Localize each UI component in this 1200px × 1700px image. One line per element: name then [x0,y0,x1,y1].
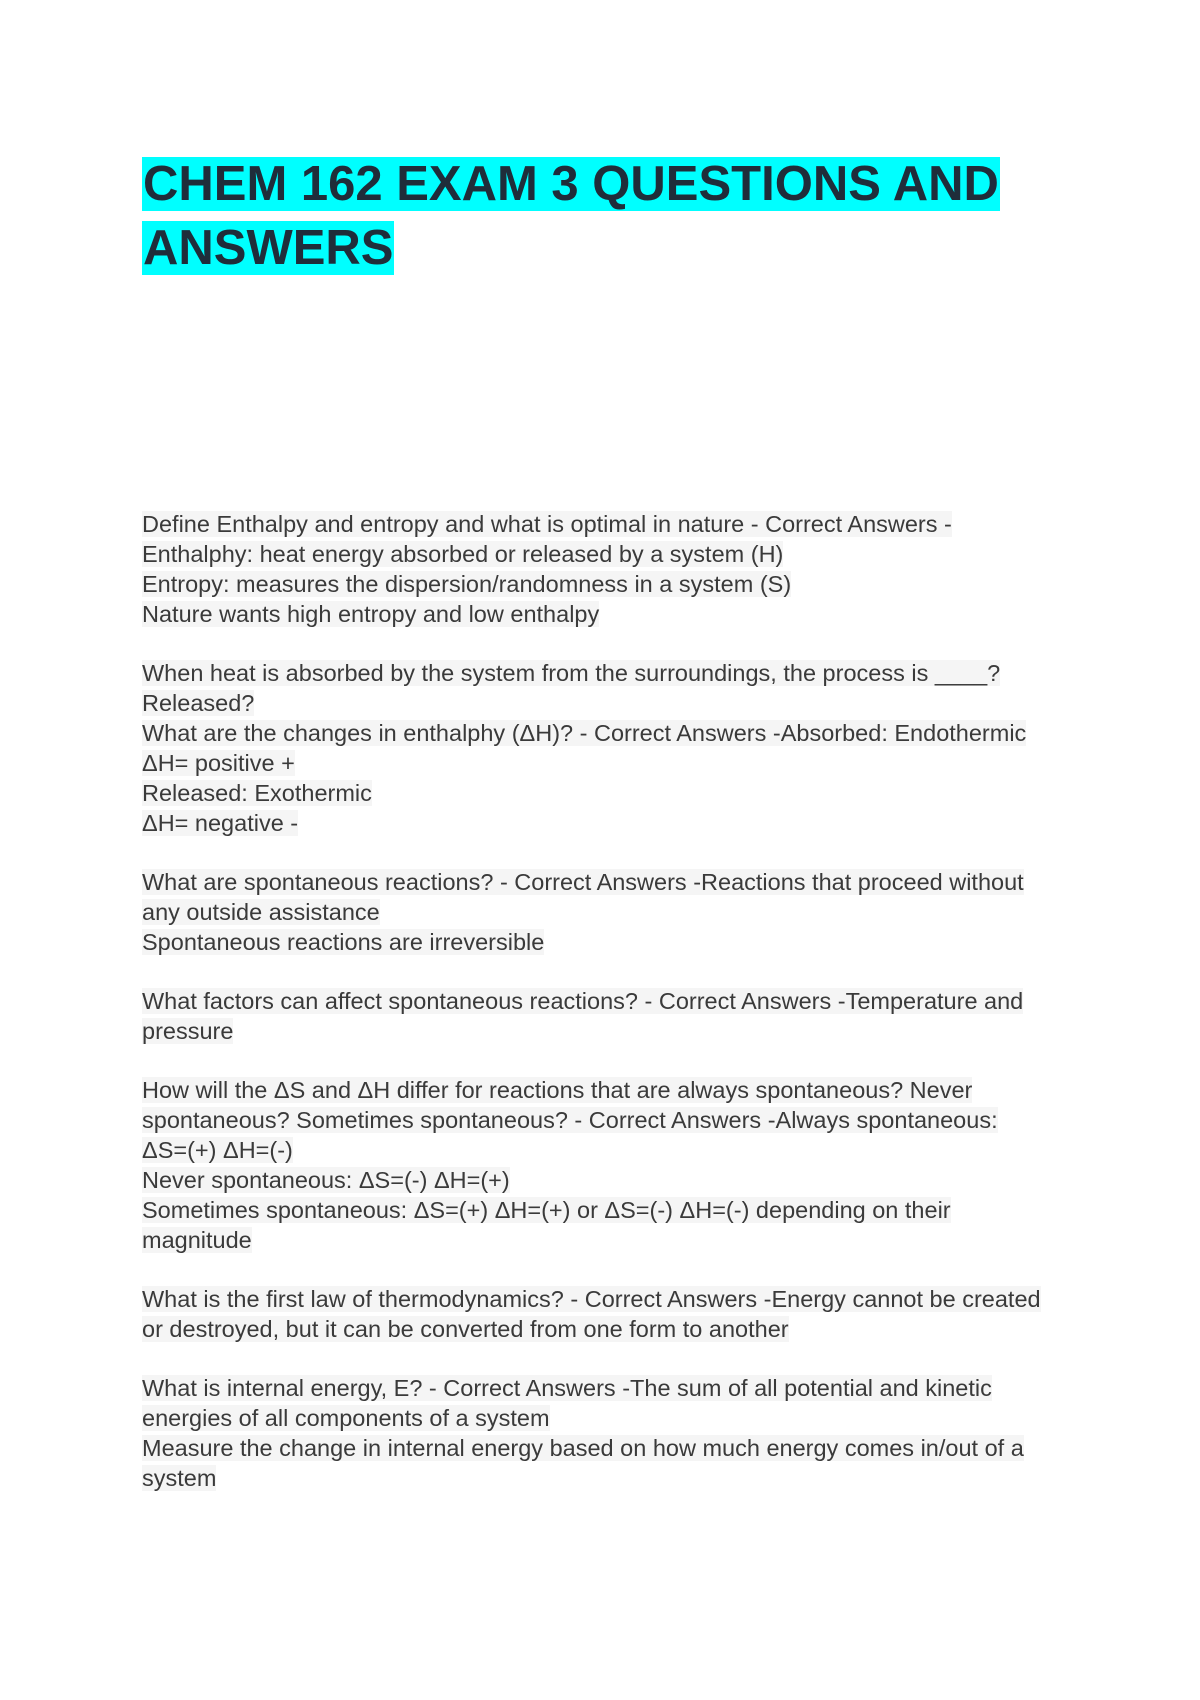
qa-line-text: Entropy: measures the dispersion/randomness in a system (S) [142,571,792,597]
qa-line [142,897,1062,927]
qa-line-text: Never spontaneous: ΔS=(-) ΔH=(+) [142,1167,510,1193]
qa-line-text: Released? [142,690,255,716]
qa-line-text: What is the first law of thermodynamics? - Correct Answers -Energy cannot be created [142,1286,1041,1312]
qa-line [142,1165,1062,1195]
qa-line-text: Nature wants high entropy and low enthalpy [142,601,600,627]
document-title [142,152,1022,280]
qa-line-text: What are spontaneous reactions? - Correct Answers -Reactions that proceed without [142,869,1024,895]
qa-line-text: magnitude [142,1227,252,1253]
qa-line-text: ΔS=(+) ΔH=(-) [142,1137,293,1163]
qa-line-text: ΔH= positive + [142,750,295,776]
qa-line-text: What is internal energy, E? - Correct Answers -The sum of all potential and kinetic [142,1375,992,1401]
qa-line [142,748,1062,778]
qa-line [142,1225,1062,1255]
qa-line-text: When heat is absorbed by the system from the surroundings, the process is ____? [142,660,1001,686]
qa-item [142,1284,1062,1344]
title-highlight: CHEM 162 EXAM 3 QUESTIONS AND ANSWERS [143,157,999,275]
qa-line [142,599,1062,629]
qa-line-text: energies of all components of a system [142,1405,550,1431]
qa-line-text: Sometimes spontaneous: ΔS=(+) ΔH=(+) or ΔS=(-) ΔH=(-) depending on their [142,1197,951,1223]
qa-item [142,1373,1062,1493]
qa-line-text: system [142,1465,217,1491]
qa-line-text: spontaneous? Sometimes spontaneous? - Correct Answers -Always spontaneous: [142,1107,998,1133]
qa-line [142,1016,1062,1046]
qa-line [142,808,1062,838]
qa-line [142,1195,1062,1225]
qa-line-text: What are the changes in enthalphy (ΔH)? - Correct Answers -Absorbed: Endothermic [142,720,1027,746]
qa-line-text: What factors can affect spontaneous reactions? - Correct Answers -Temperature and [142,988,1024,1014]
qa-line [142,688,1062,718]
qa-line-text: ΔH= negative - [142,810,299,836]
qa-line [142,658,1062,688]
qa-line [142,1373,1062,1403]
qa-line-text: pressure [142,1018,234,1044]
qa-item [142,509,1062,629]
qa-item [142,1075,1062,1255]
qa-line-text: Spontaneous reactions are irreversible [142,929,545,955]
qa-line-text: Enthalphy: heat energy absorbed or released by a system (H) [142,541,784,567]
qa-line [142,1463,1062,1493]
qa-line [142,1105,1062,1135]
qa-line [142,1403,1062,1433]
qa-line-text: any outside assistance [142,899,380,925]
qa-line-text: How will the ΔS and ΔH differ for reactions that are always spontaneous? Never [142,1077,973,1103]
qa-line [142,1433,1062,1463]
qa-line [142,867,1062,897]
qa-list [142,509,1062,1522]
qa-item [142,867,1062,957]
qa-line [142,778,1062,808]
qa-line [142,718,1062,748]
qa-line [142,1284,1062,1314]
qa-item [142,986,1062,1046]
qa-line [142,986,1062,1016]
qa-item [142,658,1062,838]
qa-line [142,1075,1062,1105]
qa-line [142,927,1062,957]
qa-line [142,509,1062,539]
qa-line-text: Measure the change in internal energy based on how much energy comes in/out of a [142,1435,1024,1461]
qa-line [142,569,1062,599]
qa-line [142,539,1062,569]
qa-line-text: Define Enthalpy and entropy and what is optimal in nature - Correct Answers - [142,511,952,537]
qa-line [142,1314,1062,1344]
qa-line-text: or destroyed, but it can be converted from one form to another [142,1316,789,1342]
qa-line [142,1135,1062,1165]
qa-line-text: Released: Exothermic [142,780,372,806]
